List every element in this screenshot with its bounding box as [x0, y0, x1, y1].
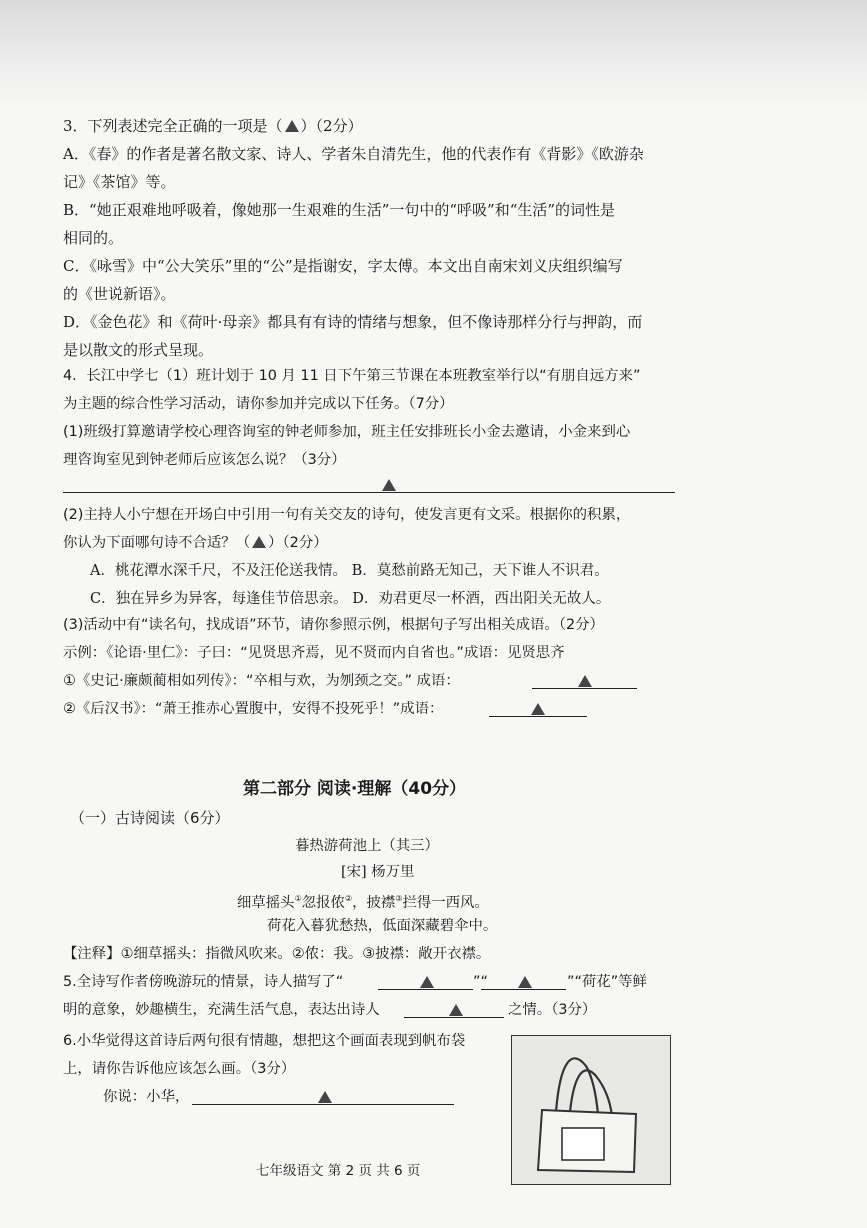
q5-part-c: ”“荷花”等鲜: [567, 974, 647, 990]
answer-blank: [404, 1017, 504, 1018]
q5-part-b: ”“: [473, 974, 488, 990]
triangle-icon: [518, 976, 532, 988]
q3-option-b-cont: 相同的。: [63, 229, 124, 247]
q3-option-c: C．《咏雪》中“公大笑乐”里的“公”是指谢安，字太傅。本文出自南宋刘义庆组织编写: [63, 257, 623, 275]
triangle-icon: [449, 1004, 463, 1016]
q4-part2-cont: 你认为下面哪句诗不合适？（ ）（2分）: [63, 535, 328, 551]
q5-part-a: 5.全诗写作者傍晚游玩的情景，诗人描写了“: [63, 974, 344, 990]
answer-blank: [378, 989, 473, 990]
q4-part3: (3)活动中有“读名句，找成语”环节，请你参照示例，根据句子写出相关成语。（2分）: [63, 617, 604, 633]
q4-part1-cont: 理咨询室见到钟老师后应该怎么说？（3分）: [63, 452, 346, 468]
q4-intro: 4．长江中学七（1）班计划于 10 月 11 日下午第三节课在本班教室举行以“有朋自远方来”: [63, 368, 641, 384]
footnote-mark: ②: [344, 894, 353, 903]
answer-blank: [192, 1104, 454, 1105]
q3-option-d-cont: 是以散文的形式呈现。: [63, 341, 214, 359]
q5-line-2-end: 之情。（3分）: [508, 1002, 597, 1018]
q4-options-cd: C．独在异乡为异客，每逢佳节倍思亲。 D．劝君更尽一杯酒，西出阳关无故人。: [90, 591, 611, 607]
q5-line-2: 明的意象，妙趣横生，充满生活气息，表达出诗人: [63, 1002, 380, 1018]
q3-option-c-cont: 的《世说新语》。: [63, 285, 176, 303]
subsection-heading: （一）古诗阅读（6分）: [70, 809, 230, 827]
footnote-mark: ③: [395, 894, 403, 903]
q4-intro-cont: 为主题的综合性学习活动，请你参加并完成以下任务。（7分）: [63, 396, 454, 412]
poem-line-2: 荷花入暮犹愁热，低面深藏碧伞中。: [267, 918, 498, 934]
q6-answer-label: 你说：小华，: [103, 1089, 190, 1105]
triangle-icon: [382, 479, 396, 491]
page-footer: 七年级语文 第 2 页 共 6 页: [256, 1163, 421, 1179]
q4-options-ab: A．桃花潭水深千尺，不及汪伦送我情。 B．莫愁前路无知己，天下谁人不识君。: [90, 563, 609, 579]
q4-part2: (2)主持人小宁想在开场白中引用一句有关交友的诗句，使发言更有文采。根据你的积累，: [63, 507, 631, 523]
triangle-icon: [252, 536, 266, 548]
triangle-icon: [420, 976, 434, 988]
triangle-icon: [531, 703, 545, 715]
tote-bag-icon: [512, 1036, 670, 1184]
tote-bag-illustration: [511, 1035, 671, 1185]
q3-stem: 3．下列表述完全正确的一项是（ ）（2分）: [63, 117, 363, 135]
poem-line-1: 细草摇头①忽报侬②，披襟③拦得一西风。: [237, 894, 489, 911]
triangle-icon: [578, 675, 592, 687]
q3-option-d: D．《金色花》和《荷叶·母亲》都具有有诗的情绪与想象，但不像诗那样分行与押韵，而: [63, 313, 643, 331]
section-heading: 第二部分 阅读·理解（40分）: [243, 779, 467, 799]
scan-shadow: [0, 0, 867, 110]
q3-option-b: B．“她正艰难地呼吸着，像她那一生艰难的生活”一句中的“呼吸”和“生活”的词性是: [63, 201, 616, 219]
q4-part1: (1)班级打算邀请学校心理咨询室的钟老师参加，班主任安排班长小金去邀请，小金来到心: [63, 424, 631, 440]
answer-blank: [481, 989, 566, 990]
q3-option-a-cont: 记》《茶馆》等。: [63, 173, 176, 191]
q4-item1: ①《史记·廉颇蔺相如列传》：“卒相与欢，为刎颈之交。” 成语：: [63, 673, 460, 689]
q3-option-a: A．《春》的作者是著名散文家、诗人、学者朱自清先生，他的代表作有《背影》《欧游杂: [63, 145, 644, 163]
q4-example: 示例：《论语·里仁》：子曰：“见贤思齐焉，见不贤而内自省也。”成语：见贤思齐: [63, 645, 565, 661]
answer-blank: [532, 688, 637, 689]
q6-stem: 6.小华觉得这首诗后两句很有情趣，想把这个画面表现到帆布袋: [63, 1033, 466, 1049]
answer-line: [63, 492, 675, 493]
triangle-icon: [285, 120, 299, 132]
q6-stem-cont: 上，请你告诉他应该怎么画。（3分）: [63, 1061, 296, 1077]
poem-author: [宋] 杨万里: [341, 864, 415, 880]
q4-item2: ②《后汉书》：“萧王推赤心置腹中，安得不投死乎！”成语：: [63, 701, 444, 717]
footnote-mark: ①: [294, 894, 302, 903]
triangle-icon: [318, 1091, 332, 1103]
poem-notes: 【注释】①细草摇头：指微风吹来。②侬：我。③披襟：敞开衣襟。: [63, 946, 491, 962]
answer-blank: [489, 716, 587, 717]
poem-title: 暮热游荷池上（其三）: [295, 838, 439, 854]
